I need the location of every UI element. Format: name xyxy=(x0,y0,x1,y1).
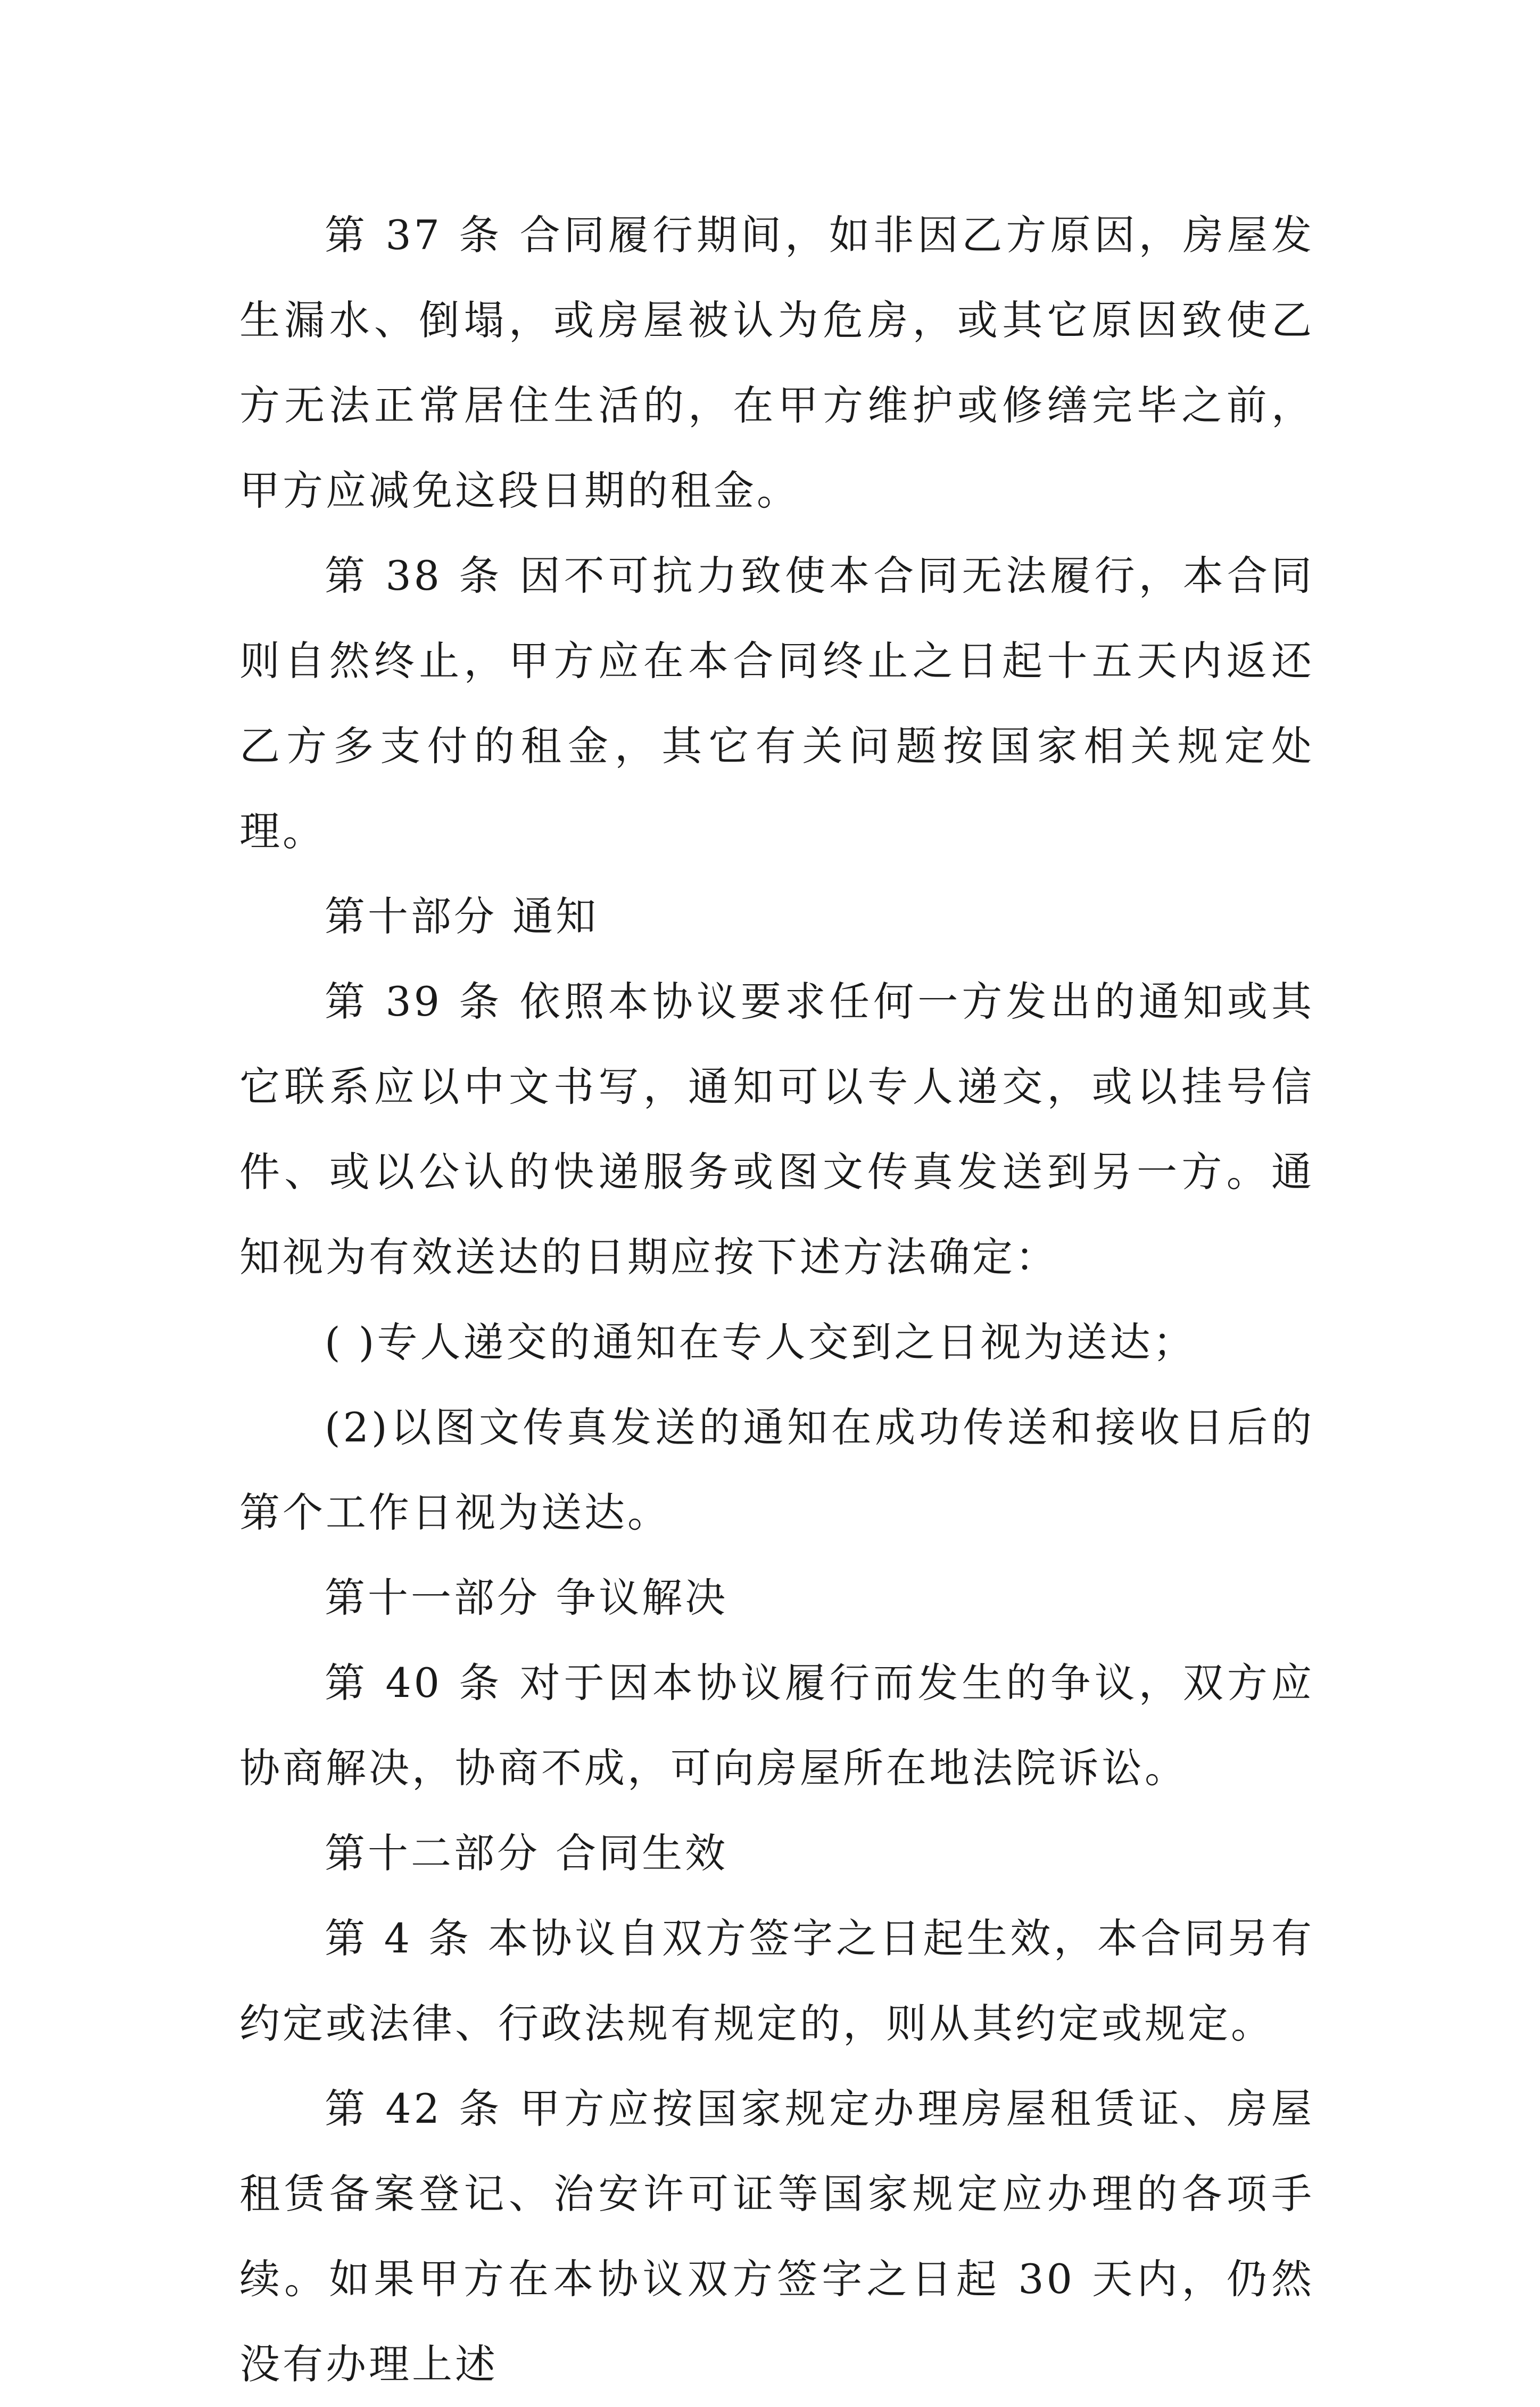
section-11-heading: 第十一部分 争议解决 xyxy=(325,1574,728,1621)
article-39-item-2: (2)以图文传真发送的通知在成功传送和接收日后的第个工作日视为送达。 xyxy=(239,1404,1314,1536)
section-10-heading: 第十部分 通知 xyxy=(325,893,599,940)
article-40: 第 40 条 对于因本协议履行而发生的争议，双方应协商解决，协商不成，可向房屋所在地法院诉讼。 xyxy=(239,1659,1314,1792)
article-37: 第 37 条 合同履行期间，如非因乙方原因，房屋发生漏水、倒塌，或房屋被认为危房，或其它原因致使乙方无法正常居住生活的，在甲方维护或修缮完毕之前，甲方应减免这段日期的租金。 xyxy=(239,211,1314,514)
article-39: 第 39 条 依照本协议要求任何一方发出的通知或其它联系应以中文书写，通知可以专人递交，或以挂号信件、或以公认的快递服务或图文传真发送到另一方。通知视为有效送达的日期应按下述方法确定： xyxy=(239,978,1314,1281)
article-42: 第 42 条 甲方应按国家规定办理房屋租赁证、房屋租赁备案登记、治安许可证等国家规定应办理的各项手续。如果甲方在本协议双方签字之日起 30 天内，仍然没有办理上述 xyxy=(239,2085,1314,2388)
article-38: 第 38 条 因不可抗力致使本合同无法履行，本合同则自然终止，甲方应在本合同终止之日起十五天内返还乙方多支付的租金，其它有关问题按国家相关规定处理。 xyxy=(239,552,1314,855)
article-41: 第 4 条 本协议自双方签字之日起生效，本合同另有约定或法律、行政法规有规定的，则从其约定或规定。 xyxy=(239,1915,1314,2047)
document-body xyxy=(239,193,1314,2407)
section-12-heading: 第十二部分 合同生效 xyxy=(325,1829,728,1877)
article-39-item-1: ( )专人递交的通知在专人交到之日视为送达； xyxy=(325,1318,1196,1366)
